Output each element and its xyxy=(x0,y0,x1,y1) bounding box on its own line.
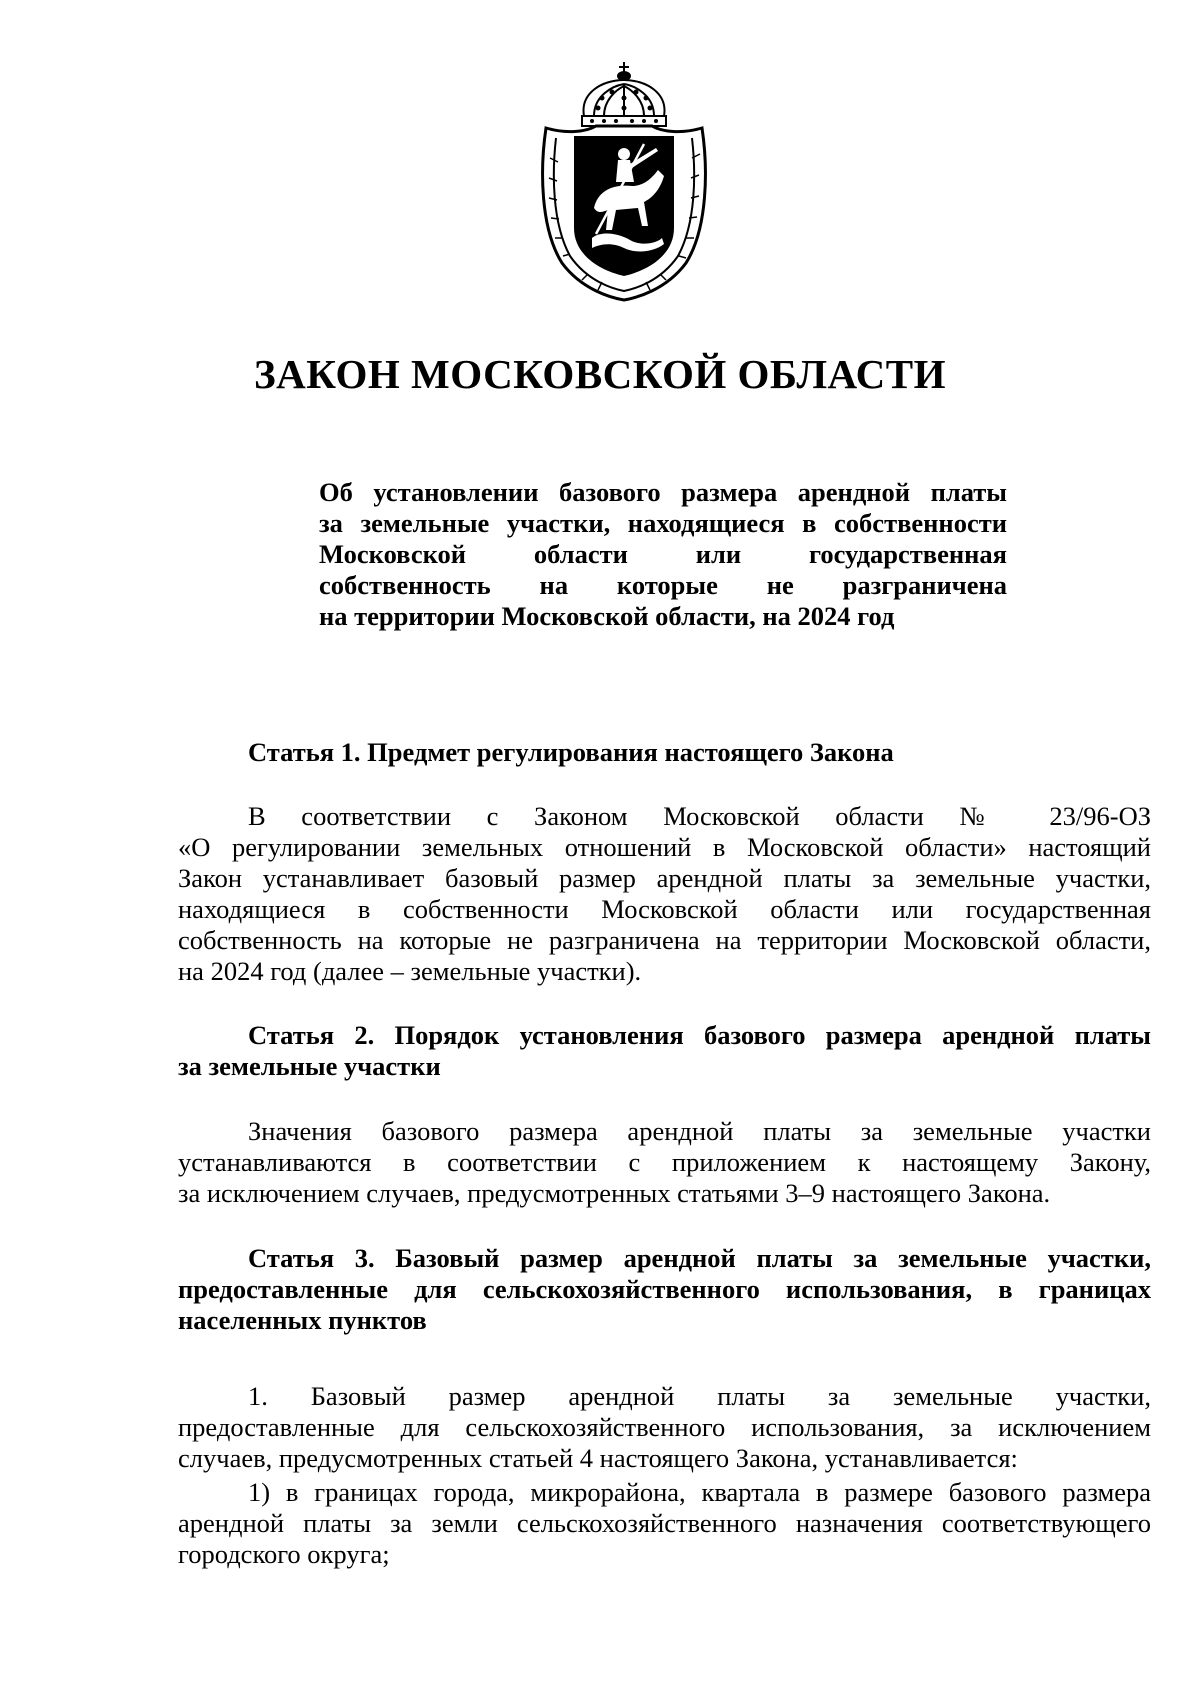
article-1-heading: Статья 1. Предмет регулирования настоящего Закона xyxy=(248,737,894,767)
body-line: находящиеся в собственности Московской области или государственная xyxy=(178,894,1151,924)
body-line: за исключением случаев, предусмотренных статьями 3–9 настоящего Закона. xyxy=(178,1178,1051,1208)
body-line: Закон устанавливает базовый размер арендной платы за земельные участки, xyxy=(178,863,1151,893)
body-line: 1) в границах города, микрорайона, квартала в размере базового размера xyxy=(248,1477,1151,1507)
subject-line: за земельные участки, находящиеся в собственности xyxy=(319,508,1007,538)
subject-line: на территории Московской области, на 2024 год xyxy=(319,601,895,631)
article-2-heading xyxy=(178,1020,1151,1082)
law-subject xyxy=(319,477,1007,632)
heading-line: Статья 2. Порядок установления базового размера арендной платы xyxy=(248,1020,1151,1050)
body-line: Значения базового размера арендной платы за земельные участки xyxy=(248,1116,1151,1146)
body-line: «О регулировании земельных отношений в Московской области» настоящий xyxy=(178,832,1151,862)
subject-line: собственность на которые не разграничена xyxy=(319,570,1007,600)
body-line: устанавливаются в соответствии с приложением к настоящему Закону, xyxy=(178,1147,1151,1177)
body-line: случаев, предусмотренных статьей 4 настоящего Закона, устанавливается: xyxy=(178,1443,1018,1473)
heading-line: за земельные участки xyxy=(178,1051,441,1081)
law-title: ЗАКОН МОСКОВСКОЙ ОБЛАСТИ xyxy=(254,351,946,397)
coat-of-arms-icon xyxy=(532,58,717,303)
body-line: городского округа; xyxy=(178,1539,390,1569)
body-line: на 2024 год (далее – земельные участки). xyxy=(178,956,642,986)
subject-line: Московской области или государственная xyxy=(319,539,1007,569)
body-line: В соответствии с Законом Московской области № 23/96-ОЗ xyxy=(248,801,1151,831)
heading-line: Статья 3. Базовый размер арендной платы за земельные участки, xyxy=(248,1243,1151,1273)
article-3-heading xyxy=(178,1243,1151,1336)
body-line: собственность на которые не разграничена на территории Московской области, xyxy=(178,925,1151,955)
article-1-body xyxy=(178,801,1151,987)
body-line: 1. Базовый размер арендной платы за земельные участки, xyxy=(248,1381,1151,1411)
article-3-para-1 xyxy=(178,1381,1151,1474)
body-line: арендной платы за земли сельскохозяйственного назначения соответствующего xyxy=(178,1508,1151,1538)
heading-line: предоставленные для сельскохозяйственного использования, в границах xyxy=(178,1274,1151,1304)
subject-line: Об установлении базового размера арендной платы xyxy=(319,477,1007,507)
body-line: предоставленные для сельскохозяйственного использования, за исключением xyxy=(178,1412,1151,1442)
article-3-para-2 xyxy=(178,1477,1151,1570)
heading-line: населенных пунктов xyxy=(178,1305,427,1335)
article-2-body xyxy=(178,1116,1151,1209)
